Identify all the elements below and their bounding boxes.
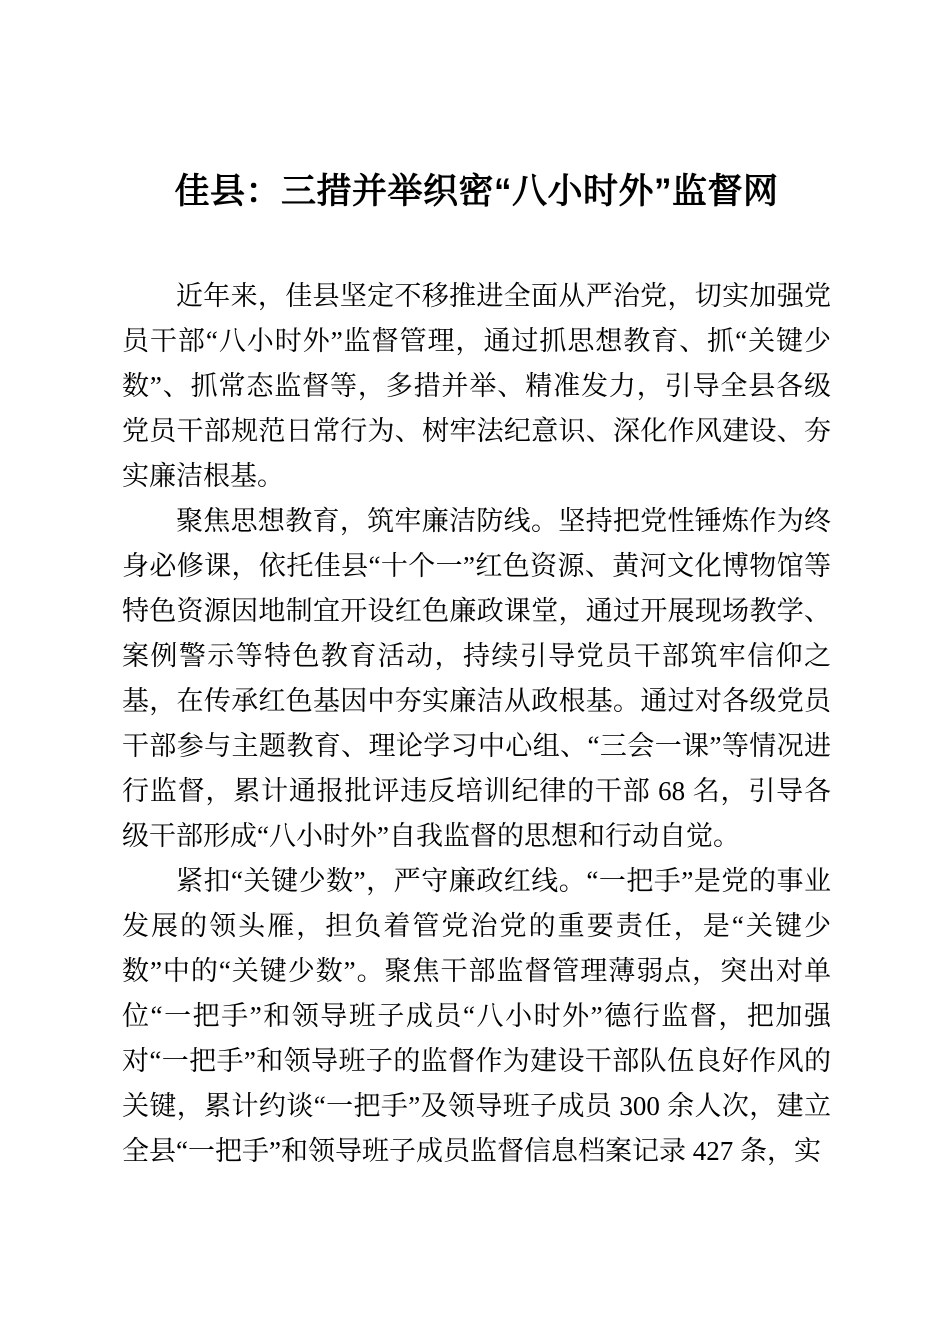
paragraph-ideological-education: 聚焦思想教育，筑牢廉洁防线。坚持把党性锤炼作为终身必修课，依托佳县“十个一”红色资源、黄河文化博物馆等特色资源因地制宜开设红色廉政课堂，通过开展现场教学、案例警示等特色教育活动，持续引导党员干部筑牢信仰之基，在传承红色基因中夯实廉洁从政根基。通过对各级党员干部参与主题教育、理论学习中心组、“三会一课”等情况进行监督，累计通报批评违反培训纪律的干部 68 名，引导各级干部形成“八小时外”自我监督的思想和行动自觉。 (122, 506, 831, 851)
paragraph-intro: 近年来，佳县坚定不移推进全面从严治党，切实加强党员干部“八小时外”监督管理，通过抓思想教育、抓“关键少数”、抓常态监督等，多措并举、精准发力，引导全县各级党员干部规范日常行为、树牢法纪意识、深化作风建设、夯实廉洁根基。 (122, 281, 831, 491)
document-title: 佳县：三措并举织密“八小时外”监督网 (174, 172, 779, 211)
paragraph-key-minority: 紧扣“关键少数”，严守廉政红线。“一把手”是党的事业发展的领头雁，担负着管党治党的重要责任，是“关键少数”中的“关键少数”。聚焦干部监督管理薄弱点，突出对单位“一把手”和领导班子成员“八小时外”德行监督，把加强对“一把手”和领导班子的监督作为建设干部队伍良好作风的关键，累计约谈“一把手”及领导班子成员 300 余人次，建立全县“一把手”和领导班子成员监督信息档案记录 427 条，实 (122, 866, 831, 1166)
document-body (122, 274, 831, 1174)
